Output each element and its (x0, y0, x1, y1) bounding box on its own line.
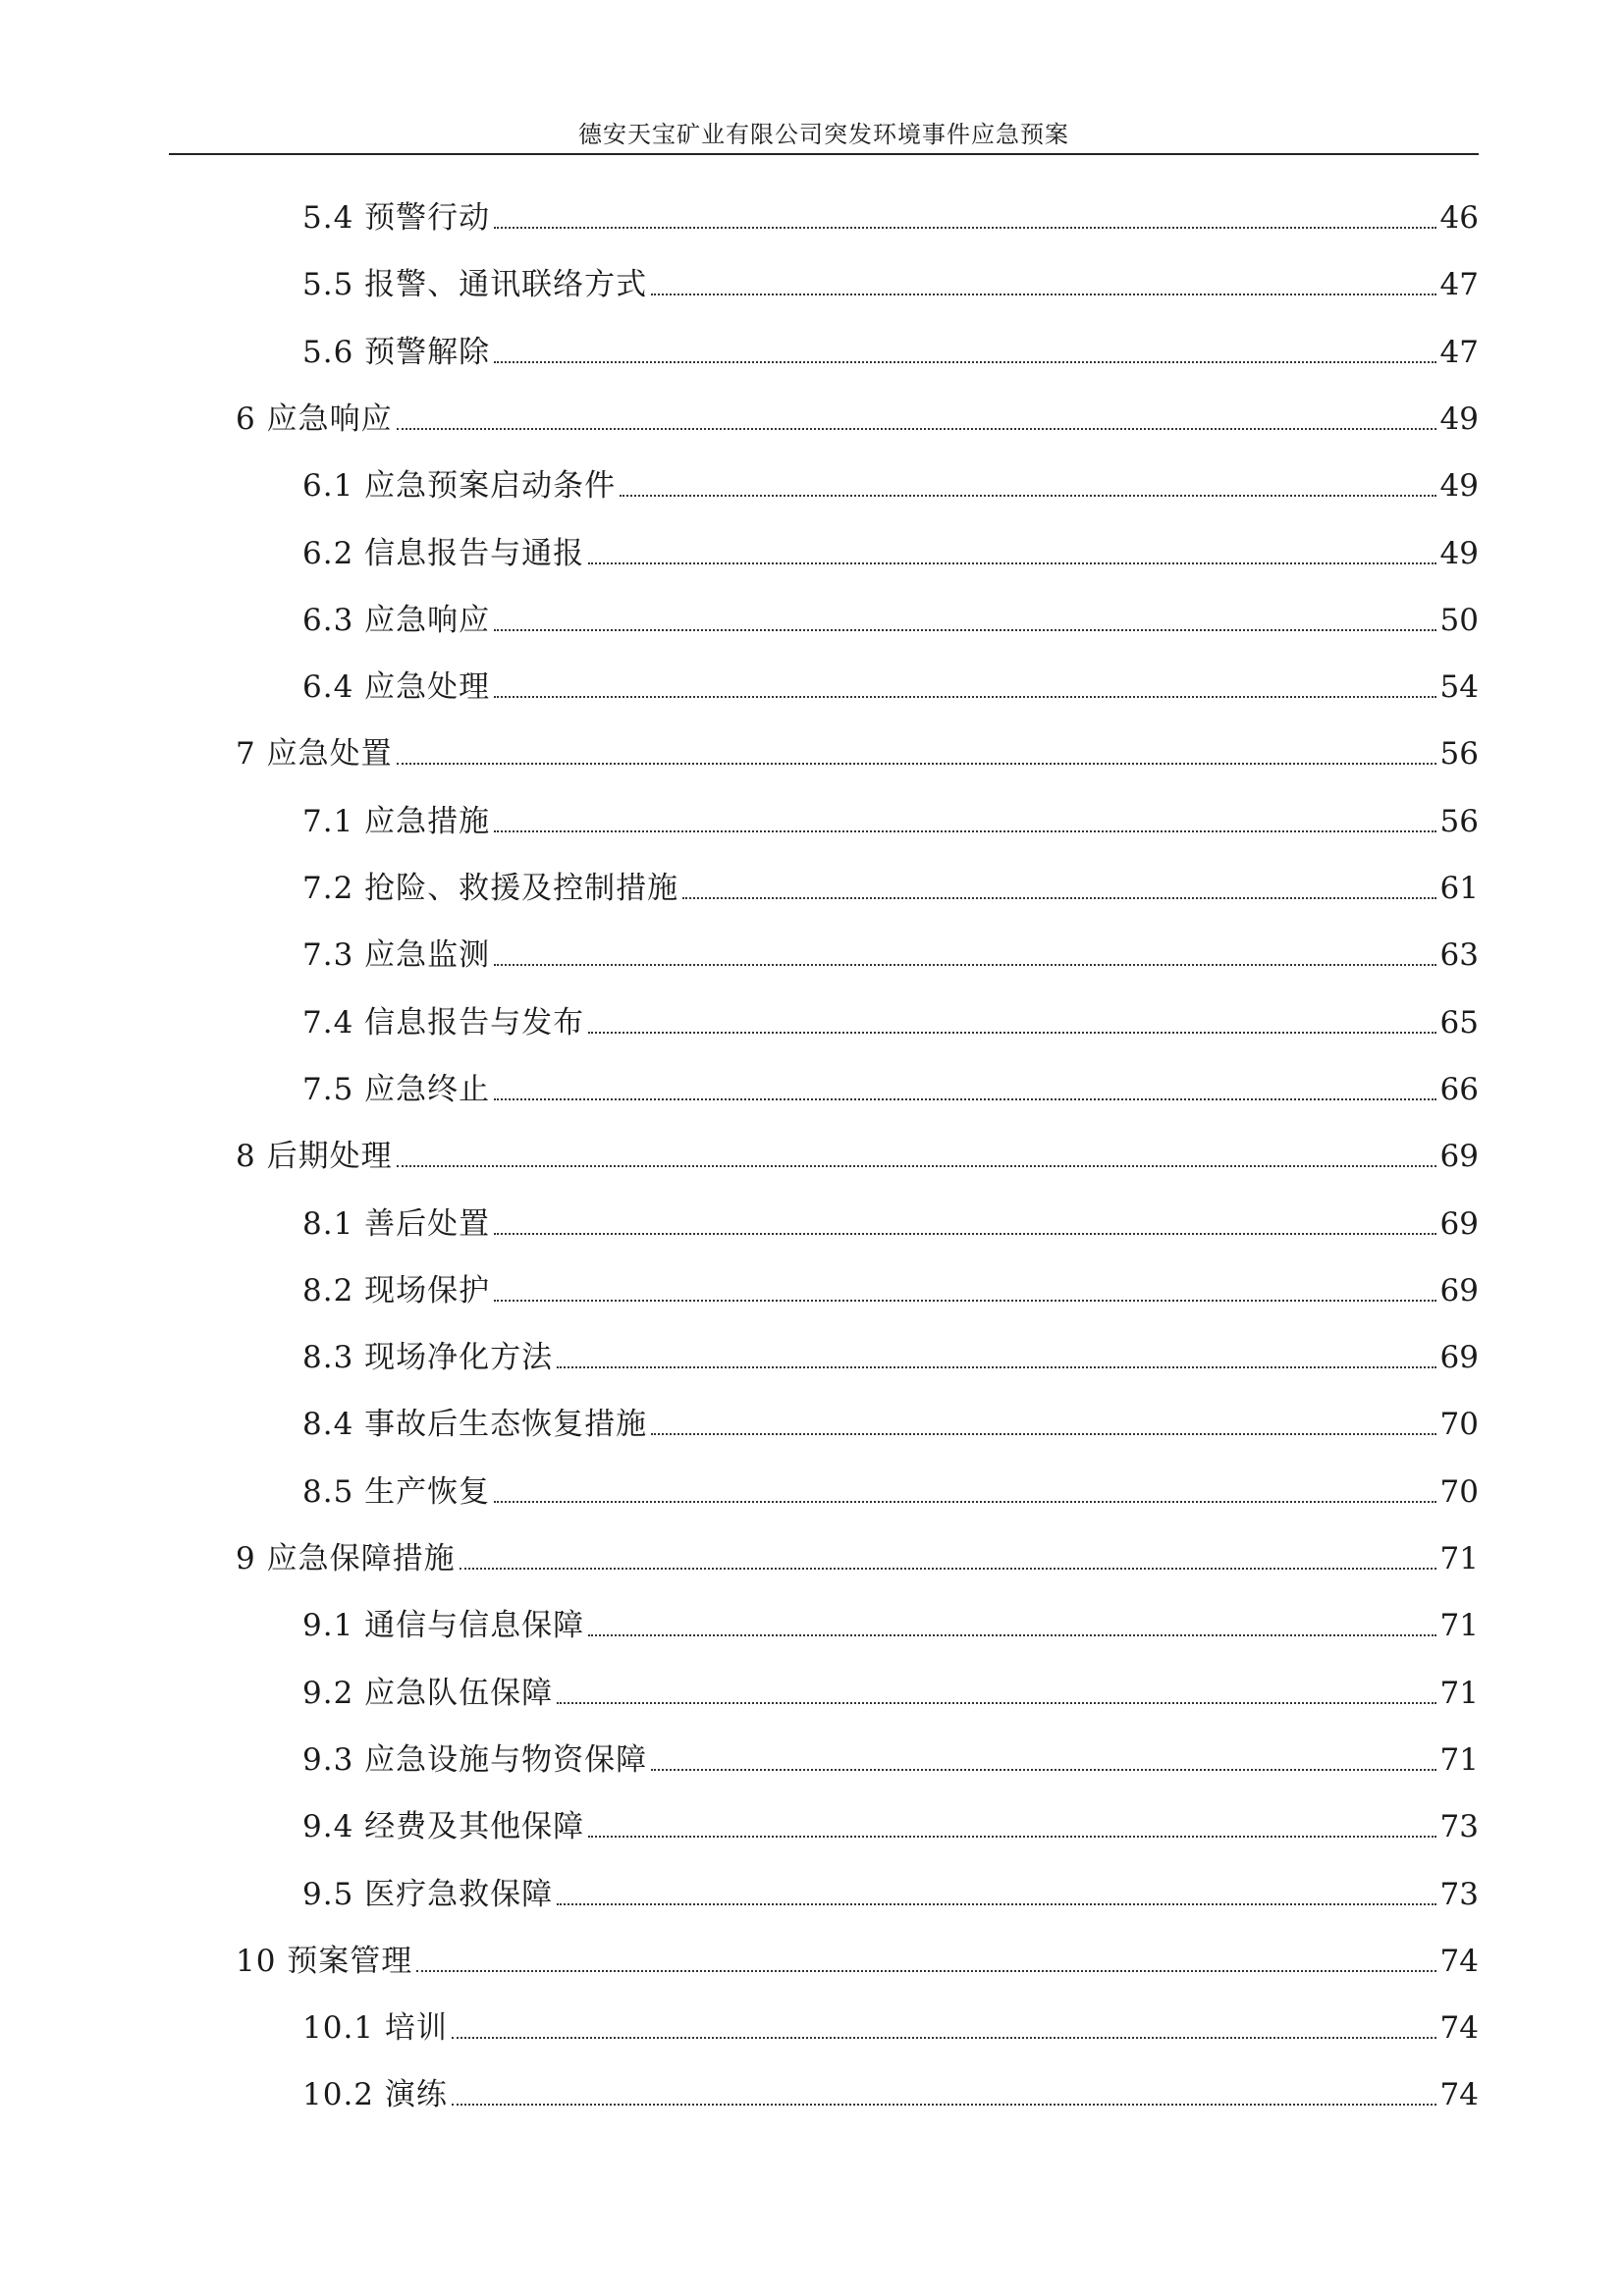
toc-entry-title: 6.3 应急响应 (302, 602, 491, 638)
toc-entry-title: 9 应急保障措施 (236, 1541, 456, 1576)
toc-entry-title: 10.1 培训 (302, 2010, 448, 2047)
toc-entry[interactable] (236, 1934, 1479, 1989)
toc-entry-title: 5.5 报警、通讯联络方式 (302, 267, 648, 303)
toc-entry-page-number: 71 (1439, 1675, 1479, 1711)
toc-entry[interactable] (236, 726, 1479, 781)
toc-entry-page-number: 46 (1439, 200, 1479, 236)
toc-entry[interactable] (302, 1465, 1479, 1520)
toc-entry-title: 7.4 信息报告与发布 (302, 1004, 585, 1041)
toc-entry-page-number: 63 (1439, 937, 1479, 974)
toc-dot-leader (588, 562, 1435, 564)
toc-entry-page-number: 65 (1439, 1004, 1479, 1041)
toc-entry-title: 8.2 现场保护 (302, 1272, 491, 1308)
toc-dot-leader (494, 227, 1435, 229)
toc-dot-leader (651, 1769, 1435, 1771)
toc-entry[interactable] (236, 1531, 1479, 1586)
toc-dot-leader (460, 1568, 1436, 1570)
toc-entry-page-number: 74 (1439, 2010, 1479, 2047)
toc-entry[interactable] (302, 928, 1479, 983)
toc-entry[interactable] (302, 1799, 1479, 1854)
toc-entry-title: 9.2 应急队伍保障 (302, 1675, 554, 1711)
toc-entry[interactable] (302, 861, 1479, 916)
toc-entry[interactable] (302, 660, 1479, 715)
toc-dot-leader (397, 1165, 1436, 1167)
toc-entry-page-number: 47 (1439, 267, 1479, 303)
toc-entry-page-number: 49 (1439, 468, 1479, 505)
toc-dot-leader (494, 964, 1435, 966)
toc-entry[interactable] (236, 392, 1479, 447)
toc-entry[interactable] (302, 995, 1479, 1050)
toc-entry[interactable] (302, 2001, 1479, 2056)
toc-dot-leader (651, 294, 1435, 295)
toc-entry-title: 6.4 应急处理 (302, 669, 491, 706)
toc-entry-title: 8.4 事故后生态恢复措施 (302, 1407, 648, 1443)
toc-entry[interactable] (236, 1129, 1479, 1184)
toc-entry-page-number: 49 (1439, 535, 1479, 571)
toc-dot-leader (588, 1634, 1435, 1636)
toc-entry-title: 7 应急处置 (236, 736, 393, 773)
page-header-title: 德安天宝矿业有限公司突发环境事件应急预案 (578, 121, 1069, 148)
toc-entry-page-number: 56 (1439, 736, 1479, 773)
toc-entry[interactable] (302, 1197, 1479, 1252)
toc-entry-title: 9.4 经费及其他保障 (302, 1809, 585, 1845)
toc-dot-leader (620, 495, 1435, 497)
toc-dot-leader (557, 1702, 1435, 1704)
toc-entry-title: 6.1 应急预案启动条件 (302, 468, 617, 505)
toc-entry-title: 6.2 信息报告与通报 (302, 535, 585, 571)
toc-entry-title: 6 应急响应 (236, 400, 393, 437)
toc-entry-page-number: 69 (1439, 1272, 1479, 1308)
toc-entry[interactable] (302, 325, 1479, 380)
toc-entry-page-number: 71 (1439, 1541, 1479, 1576)
toc-entry-page-number: 71 (1439, 1608, 1479, 1644)
toc-entry-title: 8 后期处理 (236, 1139, 393, 1175)
toc-entry-title: 7.5 应急终止 (302, 1071, 491, 1107)
toc-entry-page-number: 70 (1439, 1407, 1479, 1443)
toc-entry-title: 8.5 生产恢复 (302, 1473, 491, 1510)
toc-entry-page-number: 56 (1439, 803, 1479, 839)
toc-entry-page-number: 69 (1439, 1205, 1479, 1242)
toc-entry-page-number: 47 (1439, 334, 1479, 370)
toc-dot-leader (588, 1032, 1435, 1034)
toc-dot-leader (494, 1233, 1435, 1235)
toc-dot-leader (557, 1903, 1435, 1905)
toc-entry-title: 10 预案管理 (236, 1943, 413, 1979)
toc-dot-leader (682, 897, 1435, 899)
toc-entry-page-number: 69 (1439, 1340, 1479, 1376)
toc-entry-title: 9.1 通信与信息保障 (302, 1608, 585, 1644)
toc-entry-title: 9.3 应急设施与物资保障 (302, 1741, 648, 1778)
toc-entry-page-number: 73 (1439, 1809, 1479, 1845)
toc-dot-leader (588, 1836, 1435, 1838)
toc-entry-page-number: 71 (1439, 1741, 1479, 1778)
toc-dot-leader (452, 2104, 1436, 2106)
toc-dot-leader (557, 1366, 1435, 1368)
toc-dot-leader (651, 1433, 1435, 1435)
toc-entry[interactable] (302, 1666, 1479, 1721)
toc-entry-page-number: 49 (1439, 400, 1479, 437)
toc-dot-leader (494, 696, 1435, 698)
toc-entry[interactable] (302, 1062, 1479, 1117)
toc-entry[interactable] (302, 1598, 1479, 1653)
toc-entry[interactable] (302, 1733, 1479, 1788)
toc-entry-title: 10.2 演练 (302, 2077, 448, 2113)
toc-entry-title: 8.1 善后处置 (302, 1205, 491, 1242)
toc-entry-title: 7.2 抢险、救援及控制措施 (302, 871, 679, 906)
toc-dot-leader (452, 2037, 1436, 2039)
toc-entry-page-number: 50 (1439, 602, 1479, 638)
toc-dot-leader (494, 1300, 1435, 1302)
toc-entry[interactable] (302, 190, 1479, 245)
toc-dot-leader (416, 1970, 1435, 1972)
toc-entry[interactable] (302, 1330, 1479, 1385)
toc-entry[interactable] (302, 1867, 1479, 1922)
toc-entry[interactable] (302, 1397, 1479, 1452)
toc-entry-title: 5.4 预警行动 (302, 200, 491, 236)
toc-entry[interactable] (302, 593, 1479, 648)
toc-entry-title: 5.6 预警解除 (302, 334, 491, 370)
toc-dot-leader (494, 361, 1435, 363)
toc-entry-page-number: 61 (1439, 871, 1479, 906)
toc-entry-title: 7.1 应急措施 (302, 803, 491, 839)
toc-dot-leader (397, 763, 1436, 765)
toc-entry[interactable] (302, 526, 1479, 581)
toc-entry-title: 7.3 应急监测 (302, 937, 491, 974)
toc-entry-page-number: 74 (1439, 1943, 1479, 1979)
toc-entry[interactable] (302, 794, 1479, 849)
toc-entry-page-number: 70 (1439, 1473, 1479, 1510)
header-divider (169, 153, 1479, 155)
toc-entry[interactable] (302, 2067, 1479, 2122)
toc-entry-page-number: 66 (1439, 1071, 1479, 1107)
toc-entry[interactable] (302, 257, 1479, 312)
toc-dot-leader (494, 629, 1435, 631)
toc-dot-leader (397, 428, 1436, 430)
toc-entry-page-number: 69 (1439, 1139, 1479, 1175)
toc-entry-page-number: 73 (1439, 1876, 1479, 1912)
toc-dot-leader (494, 830, 1435, 832)
toc-entry-title: 8.3 现场净化方法 (302, 1340, 554, 1376)
toc-dot-leader (494, 1098, 1435, 1100)
toc-dot-leader (494, 1501, 1435, 1503)
toc-entry-page-number: 74 (1439, 2077, 1479, 2113)
toc-entry[interactable] (302, 458, 1479, 513)
toc-entry-page-number: 54 (1439, 669, 1479, 706)
toc-entry-title: 9.5 医疗急救保障 (302, 1876, 554, 1912)
toc-entry[interactable] (302, 1263, 1479, 1318)
